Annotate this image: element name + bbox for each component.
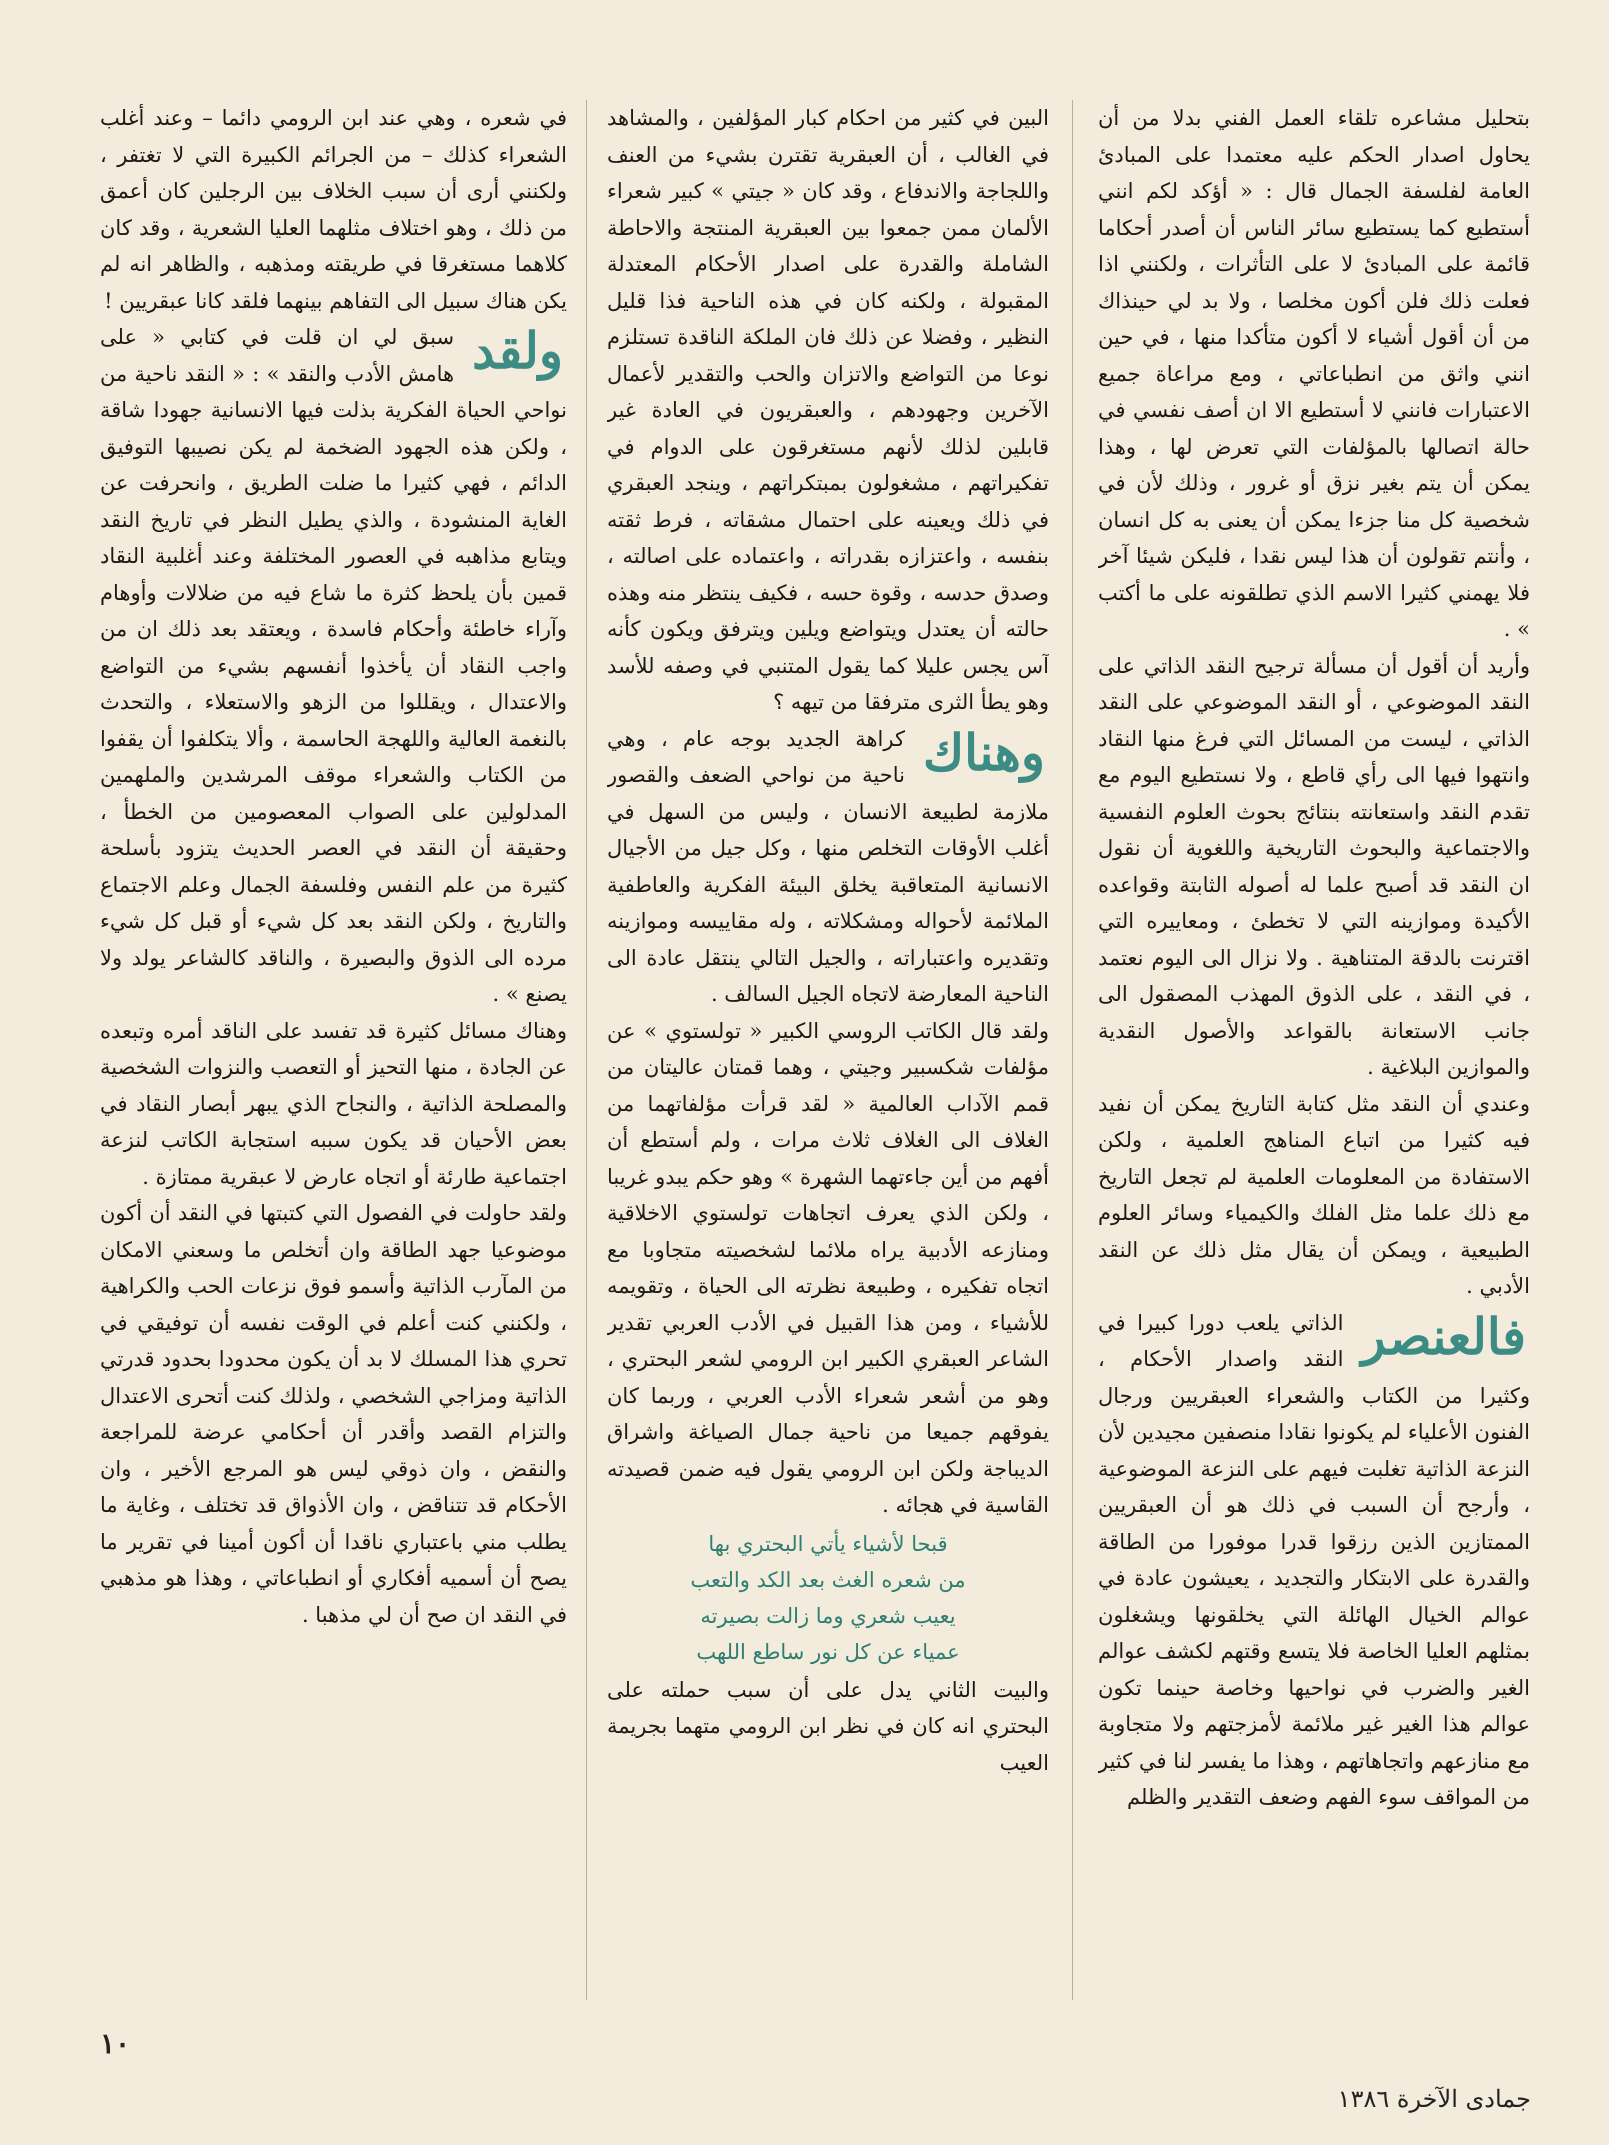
paragraph: في شعره ، وهي عند ابن الرومي دائما – وعند أغلب الشعراء كذلك – من الجرائم الكبيرة التي لا تغتفر ، ولكنني أرى أن سبب الخلاف بين الرجلين كان أعمق من ذلك ، وهو اختلاف مثلهما العليا الشعرية ، وقد كان كلاهما مستغرقا في طريقته ومذهبه ، والظاهر انه لم يكن هناك سبيل الى التفاهم بينهما فلقد كانا عبقريين ! — [100, 106, 567, 313]
page-number: ١٠ — [100, 2027, 131, 2060]
paragraph: وعندي أن النقد مثل كتابة التاريخ يمكن أن نفيد فيه كثيرا من اتباع المناهج العلمية ، ولكن الاستفادة من المعلومات العلمية لم تجعل التاريخ مع ذلك علما مثل الفلك والكيمياء وسائر العلوم الطبيعية ، ويمكن أن يقال مثل ذلك عن النقد الأدبي . — [1098, 1091, 1530, 1298]
decorative-dropcap: ولقد — [472, 321, 563, 380]
column-divider — [1072, 100, 1073, 2000]
poem-line: عمياء عن كل نور ساطع اللهب — [696, 1639, 960, 1664]
paragraph: بتحليل مشاعره تلقاء العمل الفني بدلا من أن يحاول اصدار الحكم عليه معتمدا على المبادئ العامة لفلسفة الجمال قال : « أؤكد لكم انني أستطيع كما يستطيع سائر الناس أن أصدر أحكاما قائمة على المبادئ لا على التأثرات ، ولكنني اذا فعلت ذلك فلن أكون مخلصا ، ولا بد لي حينذاك من أن أقول أشياء لا أكون متأكدا منها ، في حين انني واثق من انطباعاتي ، ومع مراعاة جميع الاعتبارات فانني لا أستطيع الا ان أصف نفسي في حالة اتصالها بالمؤلفات التي تعرض لها ، وهذا يمكن أن يتم بغير نزق أو غرور ، وذلك لأن في شخصية كل منا جزءا يمكن أن يعنى به كل انسان ، وأنتم تقولون أن هذا ليس نقدا ، فليكن شيئا آخر فلا يهمني كثيرا الاسم الذي تطلقونه على ما أكتب » . — [1098, 106, 1530, 641]
text-column-right — [1098, 100, 1530, 2000]
paragraph: والبيت الثاني يدل على أن سبب حملته على البحتري انه كان في نظر ابن الرومي متهما بجريمة العيب — [607, 1677, 1049, 1775]
paragraph: الذاتي يلعب دورا كبيرا في النقد واصدار الأحكام ، وكثيرا من الكتاب والشعراء العبقريين ورجال الفنون الأعلياء لم يكونوا نقادا منصفين مجيدين لأن النزعة الذاتية تغلبت فيهم على النزعة الموضوعية ، وأرجح أن السبب في ذلك هو أن العبقريين الممتازين الذين رزقوا قدرا موفورا من الطاقة والقدرة على الابتكار والتجديد ، يعيشون عادة في عوالم الخيال الهائلة التي يخلقونها ويشغلون بمثلهم العليا الخاصة فلا يتسع وقتهم لكشف عوالم الغير والضرب في نواحيها وخاصة حينما تكون عوالم هذا الغير غير ملائمة لأمزجتهم ولا متجاوبة مع منازعهم واتجاهاتهم ، وهذا ما يفسر لنا في كثير من المواقف سوء الفهم وضعف التقدير والظلم — [1098, 1310, 1530, 1809]
issue-date: جمادى الآخرة ١٣٨٦ — [1337, 2085, 1531, 2113]
paragraph: ولقد قال الكاتب الروسي الكبير « تولستوي » عن مؤلفات شكسبير وجيتي ، وهما قمتان عاليتان من قمم الآداب العالمية « لقد قرأت مؤلفاتهما من الغلاف الى الغلاف ثلاث مرات ، ولم أستطع أن أفهم من أين جاءتهما الشهرة » وهو حكم يبدو غريبا ، ولكن الذي يعرف اتجاهات تولستوي الاخلاقية ومنازعه الأدبية يراه ملائما لشخصيته متجاوبا مع اتجاه تفكيره ، وطبيعة نظرته الى الحياة ، وتقويمه للأشياء ، ومن هذا القبيل في الأدب العربي تقدير الشاعر العبقري الكبير ابن الرومي لشعر البحتري ، وهو من أشعر شعراء الأدب العربي ، وربما كان يفوقهم جميعا من ناحية جمال الصياغة واشراق الديباجة ولكن ابن الرومي يقول فيه ضمن قصيدته القاسية في هجائه . — [607, 1018, 1049, 1517]
decorative-dropcap: فالعنصر — [1361, 1306, 1526, 1366]
column-divider — [586, 100, 587, 2000]
text-column-left — [100, 100, 567, 2000]
poem-line: من شعره الغث بعد الكد والتعب — [690, 1567, 966, 1592]
poem-line: يعيب شعري وما زالت بصيرته — [700, 1603, 956, 1628]
text-column-middle — [607, 100, 1049, 2000]
dropcap-section — [1098, 1305, 1530, 1816]
poem-verses — [607, 1526, 1049, 1670]
paragraph: ولقد حاولت في الفصول التي كتبتها في النقد أن أكون موضوعيا جهد الطاقة وان أتخلص ما وسعني الامكان من المآرب الذاتية وأسمو فوق نزعات الحب والكراهية ، ولكنني كنت أعلم في الوقت نفسه أن توفيقي في تحري هذا المسلك لا بد أن يكون محدودا بحدود قدرتي الذاتية ومزاجي الشخصي ، ولذلك كنت أتحرى الاعتدال والتزام القصد وأقدر أن أحكامي عرضة للمراجعة والنقض ، وان ذوقي ليس هو المرجع الأخير ، وان الأحكام قد تتناقض ، وان الأذواق قد تختلف ، وغاية ما يطلب مني باعتباري ناقدا أن أكون أمينا في تقرير ما يصح أن أسميه أفكاري أو انطباعاتي ، وهذا هو مذهبي في النقد ان صح أن لي مذهبا . — [100, 1201, 567, 1627]
paragraph: كراهة الجديد بوجه عام ، وهي ناحية من نواحي الضعف والقصور ملازمة لطبيعة الانسان ، وليس من السهل في أغلب الأوقات التخلص منها ، وكل جيل من الأجيال الانسانية المتعاقبة يخلق البيئة الفكرية والعاطفية الملائمة لأحواله ومشكلاته ، وله مقاييسه وموازينه وتقديره واعتباراته ، والجيل التالي ينتقل عادة الى الناحية المعارضة لاتجاه الجيل السالف . — [607, 726, 1049, 1006]
paragraph: وهناك مسائل كثيرة قد تفسد على الناقد أمره وتبعده عن الجادة ، منها التحيز أو التعصب والنزوات الشخصية والمصلحة الذاتية ، والنجاح الذي يبهر أبصار النقاد في بعض الأحيان قد يكون سببه استجابة الكاتب لنزعة اجتماعية طارئة أو اتجاه عارض لا عبقرية ممتازة . — [100, 1018, 567, 1189]
paragraph: سبق لي ان قلت في كتابي « على هامش الأدب والنقد » : « النقد ناحية من نواحي الحياة الفكرية بذلت فيها الانسانية جهودا شاقة ، ولكن هذه الجهود الضخمة لم يكن نصيبها التوفيق الدائم ، فهي كثيرا ما ضلت الطريق ، وانحرفت عن الغاية المنشودة ، والذي يطيل النظر في تاريخ النقد ويتابع مذاهبه في العصور المختلفة وعند أغلبية النقاد قمين بأن يلحظ كثرة ما شاع فيه من ضلالات وأوهام وآراء خاطئة وأحكام فاسدة ، ويعتقد بعد ذلك ان من واجب النقاد أن يأخذوا أنفسهم بشيء من التواضع والاعتدال ، ويقللوا من الزهو والاستعلاء ، والتحدث بالنغمة العالية واللهجة الحاسمة ، وألا يتكلفوا أن يقفوا من الكتاب والشعراء موقف المرشدين والملهمين المدلولين على الصواب المعصومين من الخطأ ، وحقيقة أن النقد في العصر الحديث يتزود بأسلحة كثيرة من علم النفس وفلسفة الجمال وعلم الاجتماع والتاريخ ، ولكن النقد بعد كل شيء أو قبل كل شيء مرده الى الذوق والبصيرة ، والناقد كالشاعر يولد ولا يصنع » . — [100, 325, 567, 1006]
decorative-dropcap: وهناك — [922, 722, 1045, 782]
paragraph: وأريد أن أقول أن مسألة ترجيح النقد الذاتي على النقد الموضوعي ، أو النقد الموضوعي على النقد الذاتي ، ليست من المسائل التي فرغ منها النقاد وانتهوا فيها الى رأي قاطع ، ولا نستطيع اليوم مع تقدم النقد واستعانته بنتائج بحوث العلوم النفسية والاجتماعية والبحوث التاريخية واللغوية أن نقول ان النقد قد أصبح علما له أصوله الثابتة وقواعده الأكيدة وموازينه التي لا تخطئ ، ومعاييره التي اقترنت بالدقة المتناهية . ولا نزال الى اليوم نعتمد ، في النقد ، على الذوق المهذب المصقول الى جانب الاستعانة بالقواعد والأصول النقدية والموازين البلاغية . — [1098, 653, 1530, 1079]
paragraph: البين في كثير من احكام كبار المؤلفين ، والمشاهد في الغالب ، أن العبقرية تقترن بشيء من العنف واللجاجة والاندفاع ، وقد كان « جيتي » كبير شعراء الألمان ممن جمعوا بين العبقرية المنتجة والاحاطة الشاملة والقدرة على اصدار الأحكام المعتدلة المقبولة ، ولكنه كان في هذه الناحية فذا قليل النظير ، وفضلا عن ذلك فان الملكة الناقدة تستلزم نوعا من التواضع والاتزان والحب والتقدير لأعمال الآخرين وجهودهم ، والعبقريون في العادة غير قابلين لذلك لأنهم مستغرقون على الدوام في تفكيراتهم ، مشغولون بمبتكراتهم ، وينجد العبقري في ذلك ويعينه على احتمال مشقاته ، فرط ثقته بنفسه ، واعتزازه بقدراته ، واعتماده على اصالته ، وصدق حدسه ، وقوة حسه ، فكيف ينتظر منه وهذه حالته أن يعتدل ويتواضع ويلين ويترفق ويكون كأنه آس يجس عليلا كما يقول المتنبي في وصفه للأسد وهو يطأ الثرى مترفقا من تيهه ؟ — [607, 106, 1049, 714]
dropcap-section — [607, 721, 1049, 1013]
poem-line: قبحا لأشياء يأتي البحتري بها — [708, 1531, 948, 1556]
dropcap-section — [100, 319, 567, 1013]
